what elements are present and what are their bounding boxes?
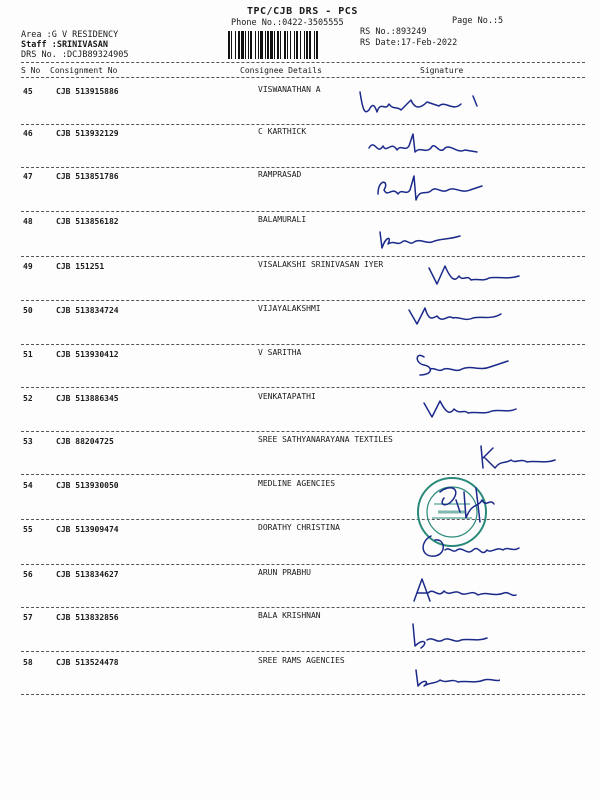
- row-consignee-name: BALA KRISHNAN: [258, 611, 321, 620]
- row-serial-number: 49: [23, 262, 33, 271]
- phone-number: Phone No.:0422-3505555: [231, 18, 344, 28]
- handwritten-signature: [415, 528, 525, 566]
- row-divider: [21, 387, 585, 388]
- column-header-sno: S No: [21, 66, 41, 75]
- handwritten-signature: [405, 300, 505, 330]
- row-consignment-number: CJB 513832856: [56, 613, 119, 622]
- handwritten-signature: [405, 620, 495, 652]
- row-serial-number: 45: [23, 87, 33, 96]
- row-consignment-number: CJB 513886345: [56, 394, 119, 403]
- row-consignee-name: VIJAYALAKSHMI: [258, 304, 321, 313]
- row-serial-number: 47: [23, 172, 33, 181]
- row-consignee-name: MEDLINE AGENCIES: [258, 479, 336, 488]
- column-header-consignment: Consignment No: [50, 66, 118, 75]
- row-divider: [21, 256, 585, 257]
- row-consignment-number: CJB 88204725: [56, 437, 114, 446]
- row-consignee-name: SREE SATHYANARAYANA TEXTILES: [258, 435, 393, 444]
- row-consignment-number: CJB 513834724: [56, 306, 119, 315]
- row-divider: [21, 651, 585, 652]
- row-serial-number: 53: [23, 437, 33, 446]
- row-consignment-number: CJB 513851786: [56, 172, 119, 181]
- row-consignee-name: VISALAKSHI SRINIVASAN IYER: [258, 260, 384, 269]
- row-consignment-number: CJB 513915886: [56, 87, 119, 96]
- column-header-consignee: Consignee Details: [240, 66, 322, 75]
- area-label: Area :G V RESIDENCY: [21, 30, 119, 40]
- row-divider: [21, 694, 585, 695]
- row-consignee-name: BALAMURALI: [258, 215, 307, 224]
- row-divider: [21, 167, 585, 168]
- row-consignment-number: CJB 513524478: [56, 658, 119, 667]
- row-consignment-number: CJB 513856182: [56, 217, 119, 226]
- handwritten-signature: [372, 168, 492, 204]
- row-divider: [21, 431, 585, 432]
- row-consignee-name: DORATHY CHRISTINA: [258, 523, 340, 532]
- row-serial-number: 58: [23, 658, 33, 667]
- handwritten-signature: [355, 82, 485, 120]
- handwritten-signature: [420, 395, 520, 423]
- handwritten-signature: [425, 260, 525, 290]
- row-serial-number: 56: [23, 570, 33, 579]
- row-consignee-name: ARUN PRABHU: [258, 568, 311, 577]
- row-consignment-number: CJB 513932129: [56, 129, 119, 138]
- row-divider: [21, 211, 585, 212]
- row-serial-number: 57: [23, 613, 33, 622]
- row-consignee-name: RAMPRASAD: [258, 170, 302, 179]
- row-serial-number: 50: [23, 306, 33, 315]
- row-divider: [21, 474, 585, 475]
- row-serial-number: 54: [23, 481, 33, 490]
- handwritten-signature: [475, 440, 565, 474]
- page-number: Page No.:5: [452, 16, 504, 26]
- row-serial-number: 52: [23, 394, 33, 403]
- handwritten-signature: [408, 573, 518, 609]
- row-consignee-name: C KARTHICK: [258, 127, 307, 136]
- row-consignment-number: CJB 513930050: [56, 481, 119, 490]
- staff-label: Staff :SRINIVASAN: [21, 40, 108, 50]
- handwritten-signature: [410, 345, 510, 383]
- drs-number: DRS No. :DCJB89324905: [21, 50, 129, 60]
- row-consignment-number: CJB 513909474: [56, 525, 119, 534]
- row-divider: [21, 124, 585, 125]
- document-title: TPC/CJB DRS - PCS: [247, 6, 358, 17]
- row-serial-number: 48: [23, 217, 33, 226]
- row-consignee-name: VENKATAPATHI: [258, 392, 316, 401]
- divider: [21, 62, 585, 63]
- row-consignment-number: CJB 513834627: [56, 570, 119, 579]
- handwritten-signature: [420, 478, 510, 528]
- row-consignment-number: CJB 513930412: [56, 350, 119, 359]
- column-header-signature: Signature: [420, 66, 464, 75]
- row-serial-number: 55: [23, 525, 33, 534]
- row-consignee-name: V SARITHA: [258, 348, 302, 357]
- row-serial-number: 46: [23, 129, 33, 138]
- row-consignee-name: SREE RAMS AGENCIES: [258, 656, 345, 665]
- handwritten-signature: [365, 126, 485, 160]
- handwritten-signature: [372, 216, 472, 254]
- barcode: [228, 31, 356, 59]
- row-consignee-name: VISWANATHAN A: [258, 85, 321, 94]
- handwritten-signature: [410, 664, 500, 690]
- rs-date: RS Date:17-Feb-2022: [360, 38, 458, 48]
- rs-number: RS No.:893249: [360, 27, 427, 37]
- row-serial-number: 51: [23, 350, 33, 359]
- divider: [21, 77, 585, 78]
- row-consignment-number: CJB 151251: [56, 262, 105, 271]
